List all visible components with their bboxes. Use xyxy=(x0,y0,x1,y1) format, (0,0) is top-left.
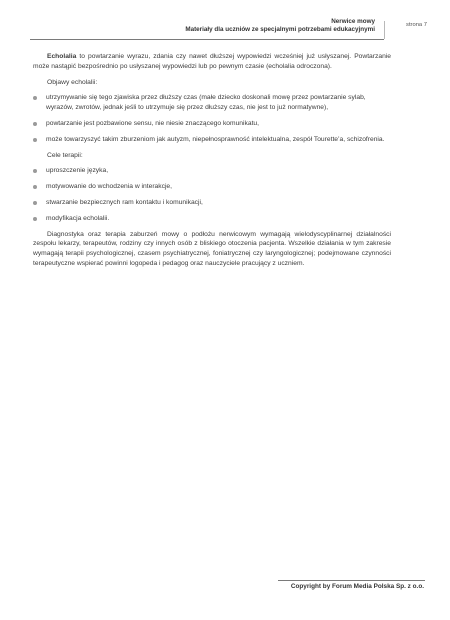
bullet-icon xyxy=(33,138,37,142)
therapy-goals-list xyxy=(33,166,391,223)
list-item: modyfikacja echolalii. xyxy=(33,214,391,224)
list-item: motywowanie do wchodzenia w interakcje, xyxy=(33,182,391,192)
symptoms-heading: Objawy echolalii: xyxy=(47,78,98,86)
header-title: Nerwice mowy xyxy=(331,18,375,25)
intro-text: to powtarzanie wyrazu, zdania czy nawet dłuższej wypowiedzi wcześniej już usłyszanej. Powtarzanie może nastąpić bezpośrednio po usłyszanej wypowiedzi lub po pewnym czasie (echolalia odroczona). xyxy=(33,53,391,70)
intro-term: Echolalia xyxy=(47,53,77,60)
list-item: uproszczenie języka, xyxy=(33,166,391,176)
list-item: może towarzyszyć takim zburzeniom jak autyzm, niepełnosprawność intelektualna, zespół Tourette’a, schizofrenia. xyxy=(33,135,391,145)
bullet-icon xyxy=(33,185,37,189)
symptoms-list xyxy=(33,93,391,144)
bullet-icon xyxy=(33,169,37,173)
header-rule xyxy=(30,39,384,40)
closing-paragraph: Diagnostyka oraz terapia zaburzeń mowy o podłożu nerwicowym wymagają wielodyscyplinarnej działalności zespołu lekarzy, terapeutów, rodziny czy innych osób z bliskiego otoczenia pacjenta. Wszelkie działania w tym zakresie wymagają terapii psychologicznej, czasem psychiatrycznej, foniatrycznej czy laryngologicznej; podejmowane czynności terapeutyczne wspierać powinni logopeda i pedagog oraz nauczyciele pracujący z uczniem. xyxy=(33,230,391,267)
bullet-icon xyxy=(33,96,37,100)
bullet-icon xyxy=(33,201,37,205)
page-number: strona 7 xyxy=(406,22,427,28)
list-item: utrzymywanie się tego zjawiska przez dłuższy czas (małe dziecko doskonali mowę przez powtarzanie sylab, wyrazów, zwrotów, jednak jeśli to utrzymuje się przez dłuższy czas, nie jest to już normatywne), xyxy=(33,93,391,113)
list-item: stwarzanie bezpiecznych ram kontaktu i komunikacji, xyxy=(33,198,391,208)
bullet-icon xyxy=(33,122,37,126)
bullet-icon xyxy=(33,217,37,221)
copyright-notice: Copyright by Forum Media Polska Sp. z o.o. xyxy=(290,583,424,590)
page-content xyxy=(33,52,391,269)
list-item: powtarzanie jest pozbawione sensu, nie niesie znaczącego komunikatu, xyxy=(33,119,391,129)
header-separator xyxy=(384,21,385,39)
header-titles xyxy=(185,18,375,34)
intro-paragraph xyxy=(33,52,391,72)
page-header xyxy=(30,18,427,42)
footer-rule xyxy=(278,580,425,581)
therapy-heading: Cele terapii: xyxy=(47,151,83,159)
header-subtitle: Materiały dla uczniów ze specjalnymi potrzebami edukacyjnymi xyxy=(185,26,375,33)
